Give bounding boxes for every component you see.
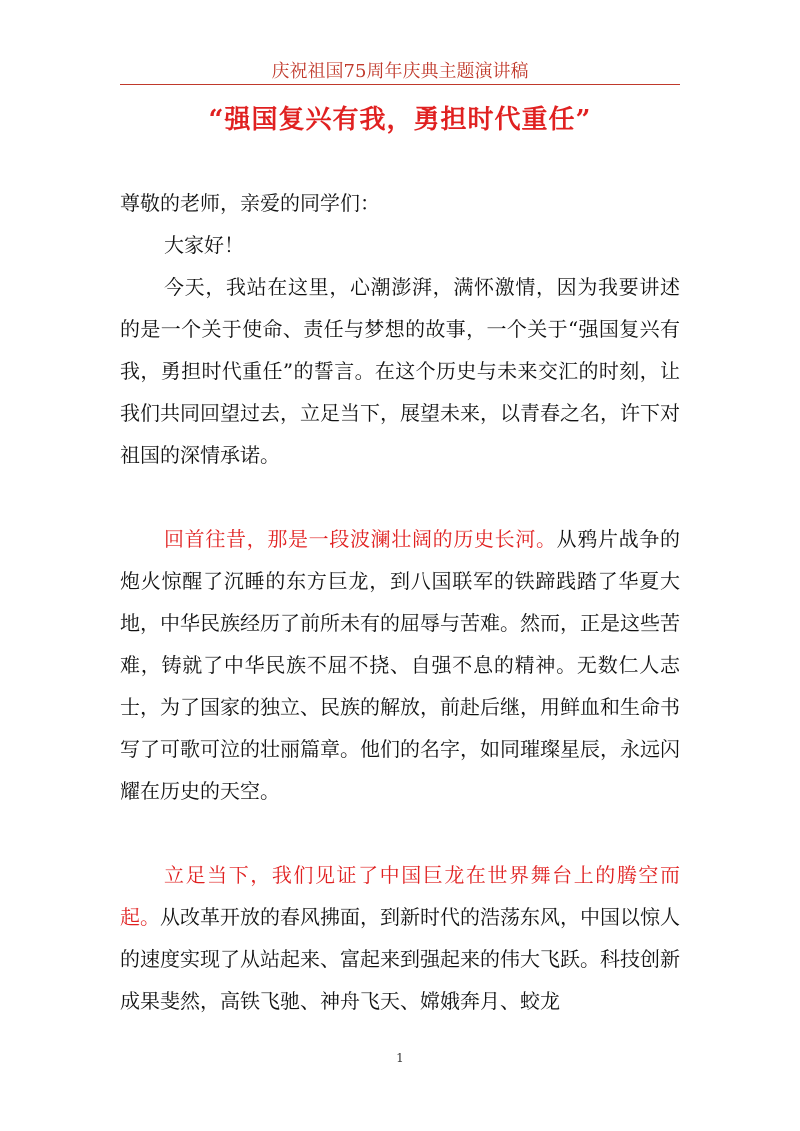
salutation: 尊敬的老师，亲爱的同学们： xyxy=(120,191,380,215)
page-title: “强国复兴有我，勇担时代重任” xyxy=(208,105,592,135)
paragraph-3-highlight: 立足当下，我们见证了中国巨龙在世界舞台上的腾空而起。 xyxy=(120,863,680,929)
greeting: 大家好！ xyxy=(164,233,244,257)
paragraph-3 xyxy=(120,854,680,1022)
paragraph-3-text: 从改革开放的春风拂面，到新时代的浩荡东风，中国以惊人的速度实现了从站起来、富起来到强起来的伟大飞跃。科技创新成果斐然，高铁飞驰、神舟飞天、嫦娥奔月、蛟龙 xyxy=(120,905,680,1013)
paragraph-2 xyxy=(120,518,680,812)
paragraph-1: 今天，我站在这里，心潮澎湃，满怀激情，因为我要讲述的是一个关于使命、责任与梦想的故事，一个关于“强国复兴有我，勇担时代重任”的誓言。在这个历史与未来交汇的时刻，让我们共同回望过去，立足当下，展望未来，以青春之名，许下对祖国的深情承诺。 xyxy=(120,275,680,467)
paragraph-2-text: 从鸦片战争的炮火惊醒了沉睡的东方巨龙，到八国联军的铁蹄践踏了华夏大地，中华民族经历了前所未有的屈辱与苦难。然而，正是这些苦难，铸就了中华民族不屈不挠、自强不息的精神。无数仁人志士，为了国家的独立、民族的解放，前赴后继，用鲜血和生命书写了可歌可泣的壮丽篇章。他们的名字，如同璀璨星辰，永远闪耀在历史的天空。 xyxy=(120,527,681,803)
running-header: 庆祝祖国75周年庆典主题演讲稿 xyxy=(271,61,529,82)
header-divider xyxy=(120,84,680,85)
paragraph-2-highlight: 回首往昔，那是一段波澜壮阔的历史长河。 xyxy=(164,527,557,551)
page-number: 1 xyxy=(396,1051,404,1065)
